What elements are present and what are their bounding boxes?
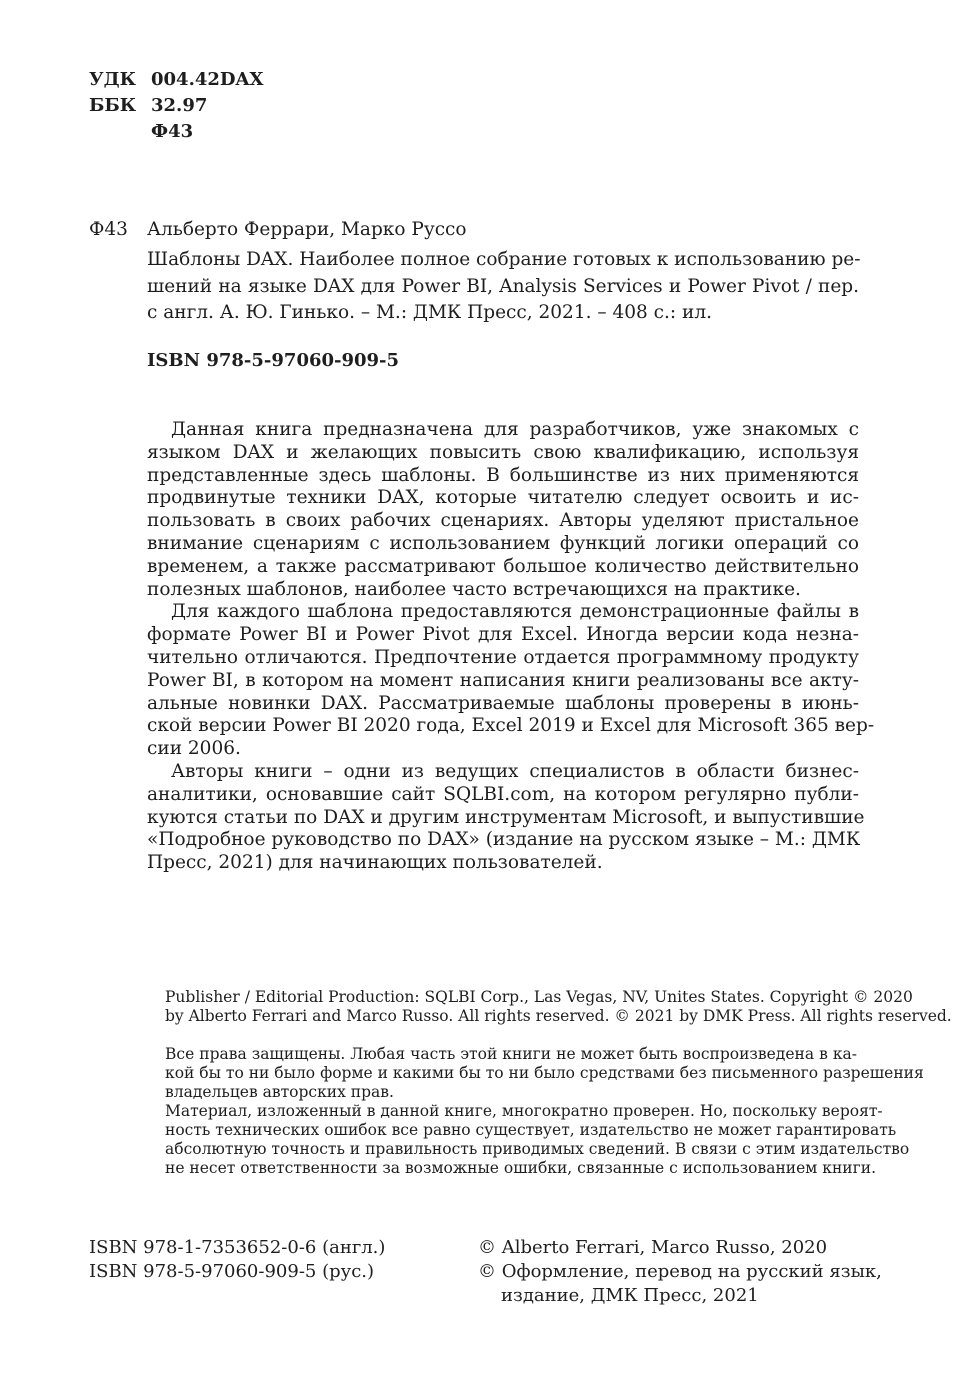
publisher-line: by Alberto Ferrari and Marco Russo. All rights reserved. © 2021 by DMK Press. All rights reserved. [165,1007,952,1025]
annotation-line: сии 2006. [147,738,241,760]
author-mark: Ф43 [151,121,194,142]
udk-value: 004.42DAX [151,69,264,90]
annotation-line: Для каждого шаблона предоставляются демонстрационные файлы в [171,601,859,623]
copyright-authors: © Alberto Ferrari, Marco Russo, 2020 [478,1237,828,1258]
annotation-line: временем, а также рассматривают большое количество действительно [147,555,859,577]
annotation-line: формате Power BI и Power Pivot для Excel. Иногда версии кода незна- [147,624,859,646]
udk-label: УДК [89,69,136,90]
copyright-list [478,1236,882,1308]
author-mark-row [89,119,263,145]
entry-authors: Альберто Феррари, Марко Руссо [147,219,467,240]
annotation-line: альные новинки DAX. Рассматриваемые шаблоны проверены в июнь- [147,692,859,714]
isbn-list [89,1236,385,1284]
annotation-line: полезных шаблонов, наиболее часто встречающихся на практике. [147,578,801,600]
annotation-line: Power BI, в котором на момент написания книги реализованы все акту- [147,669,859,691]
annotation-line: аналитики, основавшие сайт SQLBI.com, на котором регулярно публи- [147,783,859,805]
copyright-dmk: © Оформление, перевод на русский язык, [478,1261,882,1282]
publisher-note [165,988,952,1026]
bib-line: шений на языке DAX для Power BI, Analysis Services и Power Pivot / пер. [147,275,859,297]
annotation [147,419,875,875]
main-isbn: ISBN 978-5-97060-909-5 [147,350,400,371]
rights-line: Материал, изложенный в данной книге, многократно проверен. Но, поскольку вероят- [165,1102,883,1120]
rights-notice [165,1045,924,1178]
rights-line: владельцев авторских прав. [165,1083,394,1101]
annotation-line: Авторы книги – одни из ведущих специалистов в области бизнес- [171,760,859,782]
entry-code: Ф43 [89,219,128,240]
annotation-line: языком DAX и желающих повысить свою квалификацию, используя [147,441,859,463]
annotation-line: чительно отличаются. Предпочтение отдается программному продукту [147,646,859,668]
annotation-line: Пресс, 2021) для начинающих пользователей. [147,852,603,874]
rights-line: абсолютную точность и правильность приводимых сведений. В связи с этим издательство [165,1140,910,1158]
udk-row [89,67,263,93]
copyright-dmk-continued: издание, ДМК Пресс, 2021 [501,1285,759,1306]
annotation-line: «Подробное руководство по DAX» (издание на русском языке – М.: ДМК [147,829,861,851]
annotation-line: ской версии Power BI 2020 года, Excel 2019 и Excel для Microsoft 365 вер- [147,715,875,737]
annotation-line: продвинутые техники DAX, которые читателю следует освоить и ис- [147,487,859,509]
rights-line: кой бы то ни было форме и какими бы то ни было средствами без письменного разрешения [165,1064,924,1082]
author-line [89,217,467,243]
bib-line: с англ. А. Ю. Гинько. – М.: ДМК Пресс, 2021. – 408 с.: ил. [147,302,712,323]
bibliographic-description [147,247,859,327]
annotation-line: пользовать в своих рабочих сценариях. Авторы уделяют пристальное [147,510,859,532]
rights-line: не несет ответственности за возможные ошибки, связанные с использованием книги. [165,1159,877,1177]
rights-line: Все права защищены. Любая часть этой книги не может быть воспроизведена в ка- [165,1045,857,1063]
bbk-value: 32.97 [151,95,208,116]
annotation-line: представленные здесь шаблоны. В большинстве из них применяются [147,464,859,486]
bib-line: Шаблоны DAX. Наиболее полное собрание готовых к использованию ре- [147,249,861,270]
isbn-russian: ISBN 978-5-97060-909-5 (рус.) [89,1261,375,1282]
publisher-line: Publisher / Editorial Production: SQLBI Corp., Las Vegas, NV, Unites States. Copyright © 2020 [165,988,913,1006]
annotation-line: куются статьи по DAX и другим инструментам Microsoft, и выпустившие [147,806,865,828]
bbk-row [89,93,263,119]
rights-line: ность технических ошибок все равно существует, издательство не может гарантировать [165,1121,897,1139]
bbk-label: ББК [89,95,137,116]
annotation-line: Данная книга предназначена для разработчиков, уже знакомых с [171,419,859,440]
classification-block [89,67,263,145]
annotation-line: внимание сценариям с использованием функций логики операций со [147,532,859,554]
isbn-english: ISBN 978-1-7353652-0-6 (англ.) [89,1237,386,1258]
